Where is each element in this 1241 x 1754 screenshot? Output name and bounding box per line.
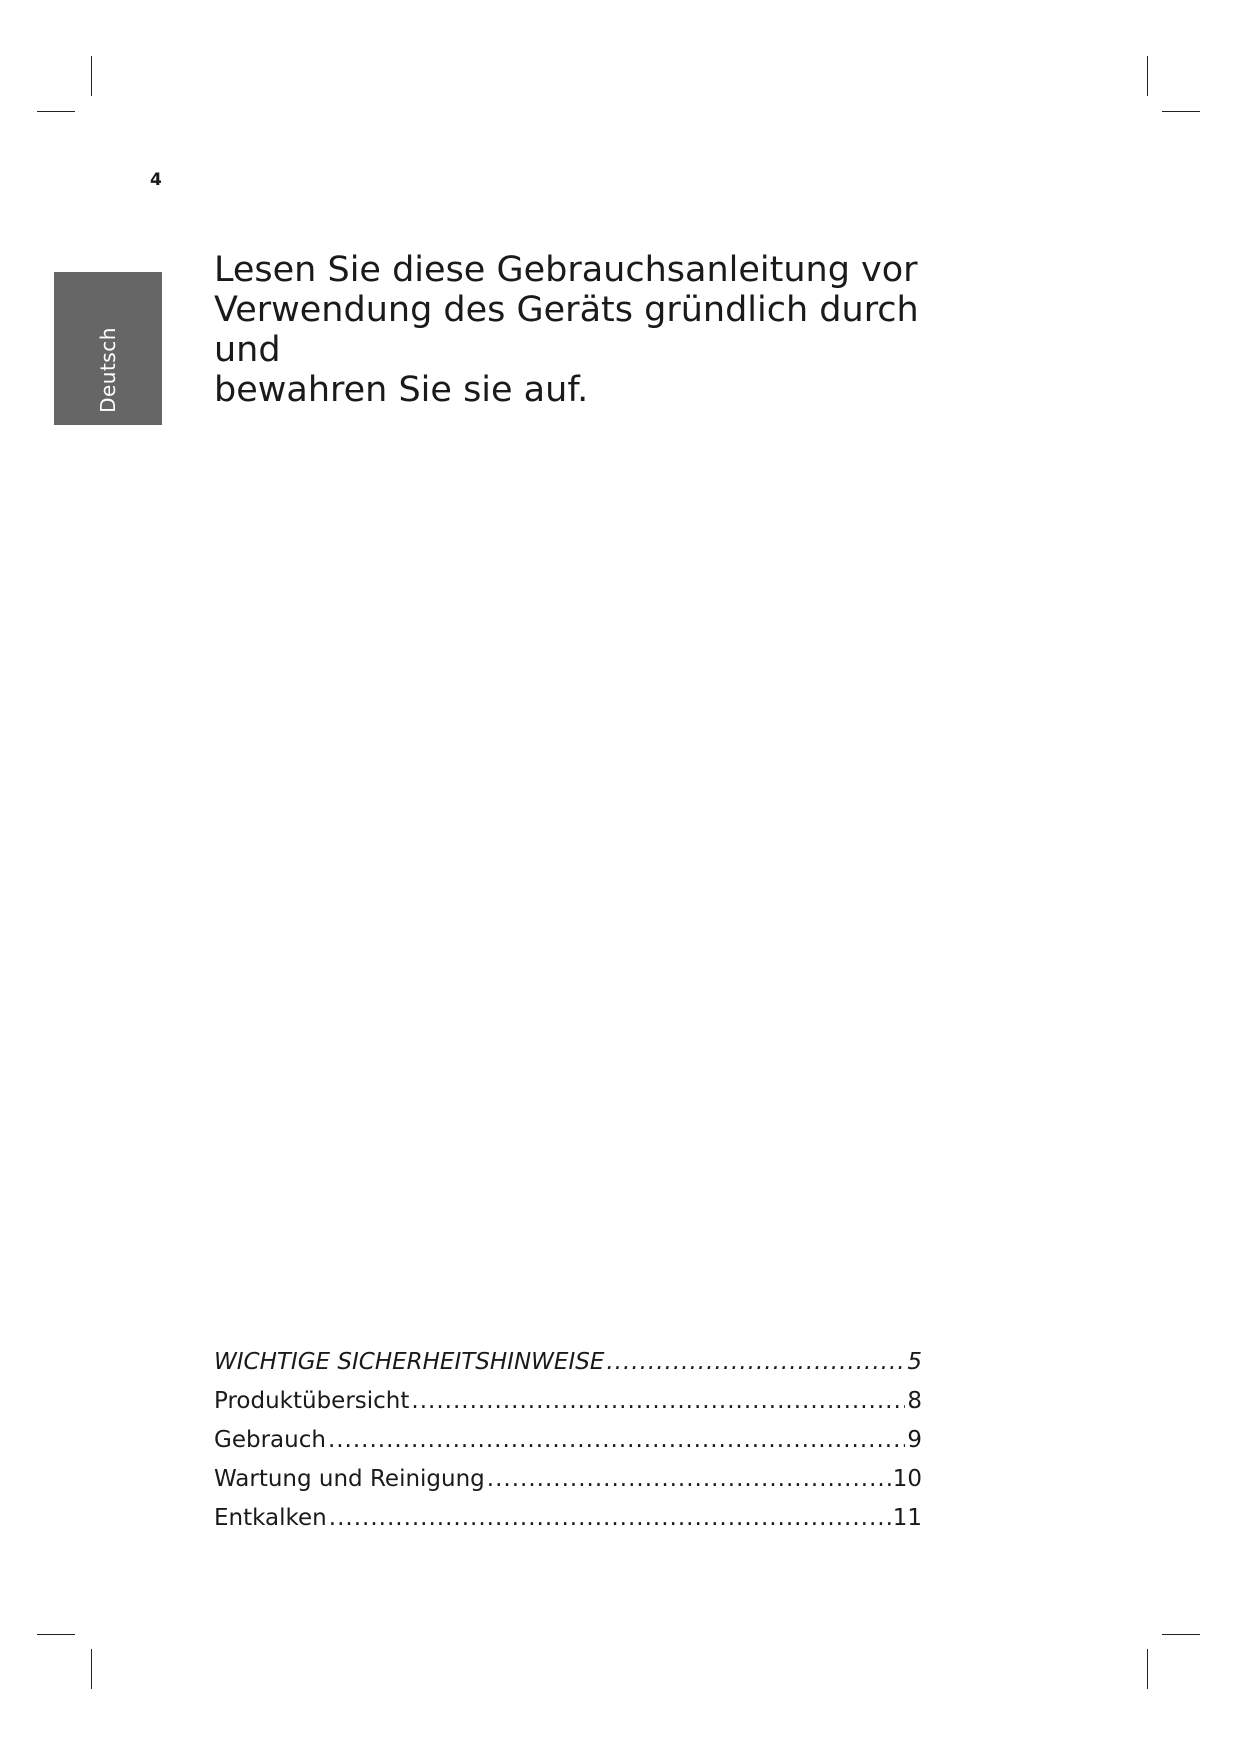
toc-entry-usage[interactable]	[214, 1427, 922, 1466]
toc-entry-label: Wartung und Reinigung	[214, 1466, 485, 1492]
toc-entry-label: Gebrauch	[214, 1427, 326, 1453]
intro-line-1: Lesen Sie diese Gebrauchsanleitung vor	[214, 250, 918, 290]
toc-entry-label: WICHTIGE SICHERHEITSHINWEISE	[214, 1349, 605, 1375]
crop-mark-top-right-vertical	[1147, 56, 1148, 96]
toc-entry-page: 8	[907, 1388, 922, 1414]
toc-entry-page: 10	[892, 1466, 922, 1492]
crop-mark-top-left-horizontal	[37, 111, 75, 112]
toc-entry-page: 11	[892, 1505, 922, 1531]
toc-entry-descaling[interactable]	[214, 1505, 922, 1544]
toc-entry-label: Produktübersicht	[214, 1388, 410, 1414]
intro-line-3: bewahren Sie sie auf.	[214, 370, 589, 410]
toc-leader-dots	[487, 1466, 891, 1492]
toc-leader-dots	[328, 1427, 905, 1453]
toc-entry-product-overview[interactable]	[214, 1388, 922, 1427]
toc-entry-page: 9	[907, 1427, 922, 1453]
language-tab	[54, 272, 162, 425]
toc-entry-maintenance[interactable]	[214, 1466, 922, 1505]
language-tab-label: Deutsch	[96, 327, 120, 413]
toc-leader-dots	[411, 1388, 905, 1414]
toc-entry-label: Entkalken	[214, 1505, 327, 1531]
toc-leader-dots	[606, 1349, 905, 1375]
crop-mark-top-left-vertical	[91, 56, 92, 96]
page-number: 4	[150, 170, 162, 190]
crop-mark-bottom-right-horizontal	[1162, 1634, 1200, 1635]
toc-entry-safety[interactable]	[214, 1349, 922, 1388]
intro-line-2: Verwendung des Geräts gründlich durch und	[214, 290, 919, 370]
toc-leader-dots	[329, 1505, 891, 1531]
crop-mark-bottom-left-horizontal	[37, 1634, 75, 1635]
intro-heading	[214, 250, 974, 410]
crop-mark-bottom-right-vertical	[1147, 1649, 1148, 1689]
toc-entry-page: 5	[907, 1349, 922, 1375]
crop-mark-bottom-left-vertical	[91, 1649, 92, 1689]
crop-mark-top-right-horizontal	[1162, 111, 1200, 112]
table-of-contents	[214, 1349, 922, 1544]
